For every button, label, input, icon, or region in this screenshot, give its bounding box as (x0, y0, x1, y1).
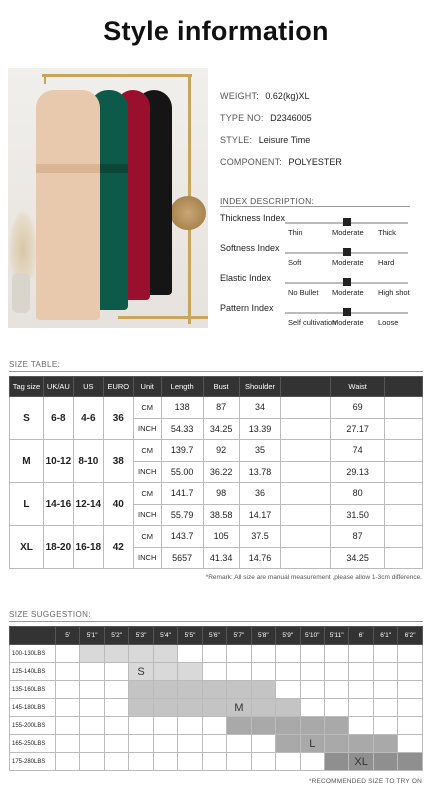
grid-cell (349, 717, 373, 735)
measure-cell: 36.22 (203, 461, 239, 483)
measure-cell: 35 (239, 440, 281, 462)
index-option: High shot (378, 288, 410, 297)
table-row (10, 397, 423, 419)
grid-cell (373, 663, 397, 681)
index-option: Moderate (332, 258, 364, 267)
grid-cell (373, 699, 397, 717)
grid-cell (276, 735, 300, 753)
grid-cell (202, 717, 226, 735)
size-label: L (300, 735, 324, 753)
measure-cell: 87 (203, 397, 239, 419)
style-label: STYLE: (220, 135, 253, 145)
vase (12, 273, 30, 313)
height-header: 5'4" (153, 627, 177, 645)
grid-cell (324, 681, 348, 699)
measure-cell (281, 547, 331, 569)
size-label: M (227, 699, 251, 717)
measure-cell: 143.7 (161, 526, 203, 548)
index-item (220, 303, 410, 333)
size-table-body (10, 397, 423, 569)
size-tag: L (10, 483, 44, 526)
measure-cell: 5657 (161, 547, 203, 569)
size-us: 8-10 (73, 440, 103, 483)
height-header: 5'8" (251, 627, 275, 645)
grid-cell (324, 663, 348, 681)
component-label: COMPONENT: (220, 157, 283, 167)
grid-cell (398, 717, 423, 735)
measure-cell (281, 461, 331, 483)
measure-cell: 31.50 (331, 504, 385, 526)
grid-cell (56, 735, 80, 753)
size-tag: M (10, 440, 44, 483)
grid-cell (300, 663, 324, 681)
grid-cell (276, 681, 300, 699)
grid-cell (104, 663, 128, 681)
grid-cell (56, 663, 80, 681)
weight-label: 155-200LBS (10, 717, 56, 735)
measure-cell: 34.25 (331, 547, 385, 569)
pampas-grass (8, 208, 38, 278)
grid-cell (56, 699, 80, 717)
grid-cell (324, 645, 348, 663)
grid-cell (202, 681, 226, 699)
measure-cell (385, 483, 423, 505)
size-table-col-header (281, 377, 331, 397)
grid-cell (153, 699, 177, 717)
size-table-col-header: Shoulder (239, 377, 281, 397)
size-suggestion-header (10, 627, 423, 645)
grid-cell (300, 681, 324, 699)
unit-cell: CM (133, 483, 161, 505)
measure-cell (385, 418, 423, 440)
grid-cell (80, 699, 104, 717)
size-table (9, 376, 423, 569)
index-option: Thick (378, 228, 396, 237)
grid-cell (153, 645, 177, 663)
grid-cell (56, 645, 80, 663)
index-label: Softness Index (220, 243, 280, 253)
unit-cell: CM (133, 440, 161, 462)
size-us: 12-14 (73, 483, 103, 526)
measure-cell: 41.34 (203, 547, 239, 569)
measure-cell: 138 (161, 397, 203, 419)
measure-cell: 13.39 (239, 418, 281, 440)
grid-cell (202, 645, 226, 663)
measure-cell: 69 (331, 397, 385, 419)
size-table-col-header: Unit (133, 377, 161, 397)
table-row (10, 526, 423, 548)
index-option: Hard (378, 258, 395, 267)
grid-cell (251, 681, 275, 699)
size-label: S (129, 663, 153, 681)
grid-cell (129, 699, 153, 717)
size-table-col-header: US (73, 377, 103, 397)
grid-cell (300, 699, 324, 717)
grid-cell (324, 699, 348, 717)
index-option: Moderate (332, 318, 364, 327)
grid-cell (104, 645, 128, 663)
measure-cell: 80 (331, 483, 385, 505)
grid-cell (56, 717, 80, 735)
grid-cell (398, 645, 423, 663)
table-row (10, 699, 423, 717)
measure-cell: 34.25 (203, 418, 239, 440)
index-marker (343, 218, 351, 226)
unit-cell: INCH (133, 547, 161, 569)
index-label: Elastic Index (220, 273, 272, 283)
measure-cell: 92 (203, 440, 239, 462)
index-option: Soft (288, 258, 302, 267)
weight-label: 100-130LBS (10, 645, 56, 663)
measure-cell: 13.78 (239, 461, 281, 483)
grid-cell (373, 717, 397, 735)
type-row (220, 112, 342, 134)
grid-cell (129, 753, 153, 771)
measure-cell: 37.5 (239, 526, 281, 548)
index-item (220, 213, 410, 243)
grid-cell (276, 645, 300, 663)
grid-cell (227, 717, 251, 735)
grid-cell (227, 681, 251, 699)
size-uk: 10-12 (43, 440, 73, 483)
grid-cell (398, 681, 423, 699)
size-tag: S (10, 397, 44, 440)
weight-label: WEIGHT: (220, 91, 259, 101)
grid-cell (398, 735, 423, 753)
grid-cell (398, 753, 423, 771)
grid-corner (10, 627, 56, 645)
grid-cell (153, 681, 177, 699)
grid-cell (251, 717, 275, 735)
grid-cell (349, 663, 373, 681)
index-description-title: INDEX DESCRIPTION: (220, 196, 315, 206)
grid-cell (129, 645, 153, 663)
unit-cell: INCH (133, 504, 161, 526)
grid-cell (227, 663, 251, 681)
measure-cell: 74 (331, 440, 385, 462)
size-suggestion-body (10, 645, 423, 771)
grid-cell (300, 753, 324, 771)
style-value: Leisure Time (258, 135, 311, 145)
grid-cell (80, 753, 104, 771)
component-value: POLYESTER (288, 157, 342, 167)
grid-cell (178, 753, 202, 771)
size-euro: 38 (103, 440, 133, 483)
height-header: 5'5" (178, 627, 202, 645)
measure-cell: 139.7 (161, 440, 203, 462)
table-row (10, 681, 423, 699)
weight-label: 145-180LBS (10, 699, 56, 717)
grid-cell (276, 717, 300, 735)
belt-green (100, 164, 128, 173)
height-header: 5'7" (227, 627, 251, 645)
height-header: 6' (349, 627, 373, 645)
grid-cell (373, 645, 397, 663)
component-row (220, 156, 342, 178)
remark-text: *Remark: All size are manual measurement ,please allow 1-3cm difference. (205, 574, 422, 581)
measure-cell: 55.00 (161, 461, 203, 483)
grid-cell (56, 753, 80, 771)
grid-cell (56, 681, 80, 699)
size-label: XL (349, 753, 373, 771)
measure-cell: 14.76 (239, 547, 281, 569)
index-marker (343, 308, 351, 316)
unit-cell: CM (133, 397, 161, 419)
height-header: 5'3" (129, 627, 153, 645)
grid-cell (202, 753, 226, 771)
grid-cell (349, 681, 373, 699)
unit-cell: INCH (133, 418, 161, 440)
grid-cell (398, 699, 423, 717)
grid-cell (373, 753, 397, 771)
size-table-col-header: UK/AU (43, 377, 73, 397)
grid-cell (251, 663, 275, 681)
index-option: Moderate (332, 288, 364, 297)
height-header: 6'2" (398, 627, 423, 645)
measure-cell: 36 (239, 483, 281, 505)
unit-cell: CM (133, 526, 161, 548)
grid-cell (178, 735, 202, 753)
size-table-col-header (385, 377, 423, 397)
grid-cell (178, 717, 202, 735)
index-option: Loose (378, 318, 399, 327)
weight-label: 175-280LBS (10, 753, 56, 771)
index-option: No Bullet (288, 288, 319, 297)
size-uk: 6-8 (43, 397, 73, 440)
page-title: Style information (103, 16, 329, 46)
measure-cell: 34 (239, 397, 281, 419)
height-header: 5'9" (276, 627, 300, 645)
measure-cell (281, 483, 331, 505)
index-marker (343, 278, 351, 286)
style-row (220, 134, 342, 156)
grid-cell (178, 663, 202, 681)
grid-cell (300, 717, 324, 735)
product-photo (8, 68, 208, 328)
grid-cell (80, 735, 104, 753)
grid-cell (104, 753, 128, 771)
measure-cell: 55.79 (161, 504, 203, 526)
index-item (220, 243, 410, 273)
index-option: Self cultivation (288, 318, 337, 327)
grid-cell (202, 699, 226, 717)
grid-cell (202, 735, 226, 753)
grid-cell (202, 663, 226, 681)
grid-cell (251, 735, 275, 753)
grid-cell (349, 699, 373, 717)
measure-cell: 38.58 (203, 504, 239, 526)
size-table-title: SIZE TABLE: (9, 360, 61, 369)
grid-cell (373, 735, 397, 753)
index-marker (343, 248, 351, 256)
size-table-col-header: Length (161, 377, 203, 397)
grid-cell (227, 645, 251, 663)
size-suggestion-grid (9, 626, 423, 771)
rack-base (118, 316, 208, 319)
grid-cell (227, 735, 251, 753)
index-label: Pattern Index (220, 303, 274, 313)
grid-cell (227, 753, 251, 771)
grid-cell (251, 699, 275, 717)
height-header: 5'1" (80, 627, 104, 645)
index-divider (220, 206, 410, 207)
grid-cell (178, 681, 202, 699)
height-header: 6'1" (373, 627, 397, 645)
measure-cell: 27.17 (331, 418, 385, 440)
grid-cell (104, 717, 128, 735)
measure-cell: 29.13 (331, 461, 385, 483)
measure-cell: 54.33 (161, 418, 203, 440)
grid-cell (349, 735, 373, 753)
height-header: 5'6" (202, 627, 226, 645)
grid-cell (80, 663, 104, 681)
grid-cell (324, 753, 348, 771)
grid-cell (104, 699, 128, 717)
grid-cell (251, 753, 275, 771)
jumpsuit-beige (36, 90, 100, 320)
size-euro: 42 (103, 526, 133, 569)
grid-cell (373, 681, 397, 699)
height-header: 5'10" (300, 627, 324, 645)
measure-cell (281, 504, 331, 526)
index-option: Moderate (332, 228, 364, 237)
measure-cell (385, 504, 423, 526)
grid-cell (251, 645, 275, 663)
measure-cell: 98 (203, 483, 239, 505)
measure-cell (385, 397, 423, 419)
size-table-header (10, 377, 423, 397)
size-suggestion-divider (9, 621, 423, 622)
size-euro: 40 (103, 483, 133, 526)
table-row (10, 735, 423, 753)
measure-cell (385, 526, 423, 548)
measure-cell (281, 440, 331, 462)
type-label: TYPE NO: (220, 113, 264, 123)
size-table-col-header: Waist (331, 377, 385, 397)
clothes-rail (42, 74, 192, 77)
grid-cell (129, 717, 153, 735)
table-row (10, 645, 423, 663)
measure-cell: 141.7 (161, 483, 203, 505)
index-option: Thin (288, 228, 303, 237)
grid-cell (153, 735, 177, 753)
grid-cell (80, 645, 104, 663)
size-table-col-header: Bust (203, 377, 239, 397)
grid-cell (104, 735, 128, 753)
rack-pole-left (44, 74, 46, 84)
table-row (10, 440, 423, 462)
table-row (10, 663, 423, 681)
size-uk: 14-16 (43, 483, 73, 526)
height-header: 5' (56, 627, 80, 645)
size-euro: 36 (103, 397, 133, 440)
weight-label: 165-250LBS (10, 735, 56, 753)
grid-cell (276, 699, 300, 717)
weight-label: 125-140LBS (10, 663, 56, 681)
type-value: D2346005 (270, 113, 312, 123)
grid-cell (276, 753, 300, 771)
grid-cell (153, 663, 177, 681)
size-us: 4-6 (73, 397, 103, 440)
grid-cell (80, 681, 104, 699)
size-table-col-header: Tag size (10, 377, 44, 397)
size-table-col-header: EURO (103, 377, 133, 397)
wicker-basket (170, 196, 206, 230)
grid-cell (153, 717, 177, 735)
weight-value: 0.62(kg)XL (265, 91, 310, 101)
grid-cell (324, 717, 348, 735)
measure-cell (281, 397, 331, 419)
grid-cell (104, 681, 128, 699)
grid-cell (80, 717, 104, 735)
recommended-note: *RECOMMENDED SIZE TO TRY ON (308, 778, 422, 785)
belt-beige (36, 164, 100, 173)
grid-cell (178, 645, 202, 663)
measure-cell (281, 526, 331, 548)
grid-cell (300, 645, 324, 663)
grid-cell (324, 735, 348, 753)
size-tag: XL (10, 526, 44, 569)
measure-cell (385, 440, 423, 462)
size-suggestion-title: SIZE SUGGESTION: (9, 610, 91, 619)
measure-cell: 14.17 (239, 504, 281, 526)
grid-cell (398, 663, 423, 681)
size-us: 16-18 (73, 526, 103, 569)
height-header: 5'11" (324, 627, 348, 645)
product-info (220, 90, 342, 178)
weight-label: 135-160LBS (10, 681, 56, 699)
table-row (10, 483, 423, 505)
size-table-divider (9, 371, 423, 372)
grid-cell (276, 663, 300, 681)
weight-row (220, 90, 342, 112)
grid-cell (129, 735, 153, 753)
table-row (10, 753, 423, 771)
grid-cell (178, 699, 202, 717)
index-item (220, 273, 410, 303)
unit-cell: INCH (133, 461, 161, 483)
grid-cell (349, 645, 373, 663)
measure-cell (385, 547, 423, 569)
measure-cell (281, 418, 331, 440)
size-uk: 18-20 (43, 526, 73, 569)
grid-cell (153, 753, 177, 771)
measure-cell (385, 461, 423, 483)
grid-cell (129, 681, 153, 699)
table-row (10, 717, 423, 735)
index-label: Thickness Index (220, 213, 286, 223)
measure-cell: 87 (331, 526, 385, 548)
height-header: 5'2" (104, 627, 128, 645)
measure-cell: 105 (203, 526, 239, 548)
